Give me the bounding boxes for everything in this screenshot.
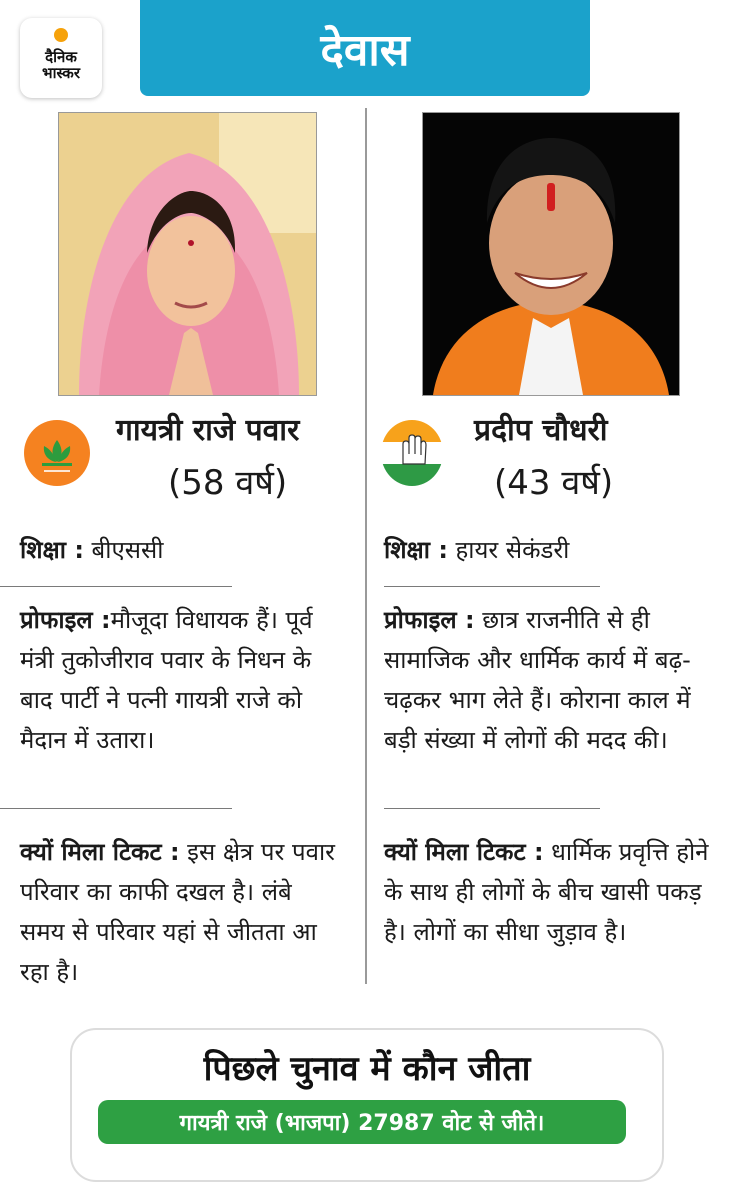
divider [0, 586, 232, 587]
result-winner-banner: गायत्री राजे (भाजपा) 27987 वोट से जीते। [98, 1100, 626, 1144]
candidate-photo-gayatri [58, 112, 317, 396]
candidate-age-gayatri: (58 वर्ष) [168, 463, 288, 503]
dainik-bhaskar-logo [20, 18, 102, 98]
candidate-photo-pradeep [422, 112, 680, 396]
logo-text: दैनिक भास्कर [42, 48, 80, 82]
bjp-lotus-logo [24, 420, 90, 486]
divider [384, 808, 600, 809]
page-title: देवास [140, 0, 590, 96]
ticket-reason-gayatri: क्यों मिला टिकट : इस क्षेत्र पर पवार परिवार का काफी दखल है। लंबे समय से परिवार यहां से जीतता आ रहा है। [20, 838, 335, 986]
result-heading: पिछले चुनाव में कौन जीता [203, 1049, 531, 1089]
profile-pradeep: प्रोफाइल : छात्र राजनीति से ही सामाजिक और धार्मिक कार्य में बढ़- चढ़कर भाग लेते हैं। कोराना काल में बड़ी संख्या में लोगों की मदद की। [384, 606, 691, 754]
candidate-age-pradeep: (43 वर्ष) [494, 463, 614, 503]
education-gayatri: शिक्षा : बीएससी [20, 536, 164, 564]
ticket-reason-pradeep: क्यों मिला टिकट : धार्मिक प्रवृत्ति होने के साथ ही लोगों के बीच खासी पकड़ है। लोगों का सीधा जुड़ाव है। [384, 838, 709, 946]
previous-election-result [70, 1028, 664, 1182]
candidate-name-pradeep: प्रदीप चौधरी [474, 413, 608, 448]
column-divider [365, 108, 367, 984]
sun-icon [54, 28, 68, 42]
congress-hand-logo [381, 420, 443, 486]
divider [0, 808, 232, 809]
candidate-name-gayatri: गायत्री राजे पवार [116, 413, 300, 448]
divider [384, 586, 600, 587]
profile-gayatri: प्रोफाइल :मौजूदा विधायक हैं। पूर्व मंत्री तुकोजीराव पवार के निधन के बाद पार्टी ने पत्नी गायत्री राजे को मैदान में उतारा। [20, 606, 313, 754]
education-pradeep: शिक्षा : हायर सेकंडरी [384, 536, 570, 564]
